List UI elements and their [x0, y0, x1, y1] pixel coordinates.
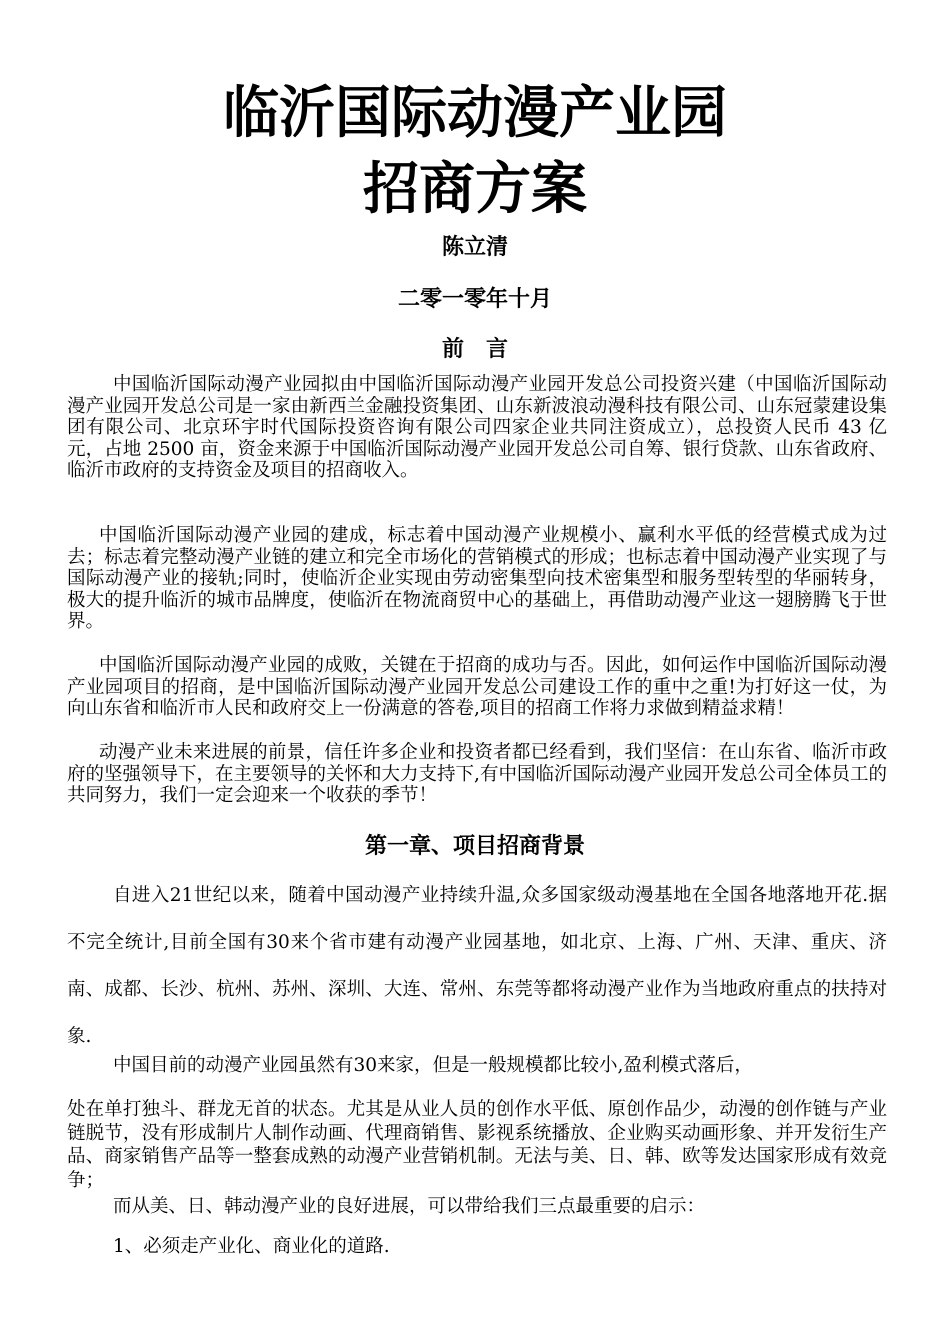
document-title-line2: 招商方案: [363, 157, 587, 222]
preface-paragraph-4: 动漫产业未来进展的前景，信任许多企业和投资者都已经看到，我们坚信：在山东省、临沂市政府的坚强领导下，在主要领导的关怀和大力支持下,有中国临沂国际动漫产业园开发总公司全体员工的共同努力，我们一定会迎来一个收获的季节！: [67, 742, 887, 807]
document-date: 二零一零年十月: [397, 287, 552, 312]
chapter-1-paragraph-2: 处在单打独斗、群龙无首的状态。尤其是从业人员的创作水平低、原创作品少，动漫的创作链与产业链脱节，没有形成制片人制作动画、代理商销售、影视系统播放、企业购买动画形象、并开发衍生产品、商家销售产品等一整套成熟的动漫产业营销机制。无法与美、日、韩、欧等发达国家形成有效竞争；: [67, 1099, 887, 1191]
preface-heading: 前 言: [441, 337, 508, 362]
chapter-1-list-item-1: 1、必须走产业化、商业化的道路.: [113, 1236, 390, 1257]
chapter-1-paragraph-1: 自进入21世纪以来，随着中国动漫产业持续升温,众多国家级动漫基地在全国各地落地开花.据不完全统计,目前全国有30来个省市建有动漫产业园基地，如北京、上海、广州、天津、重庆、济南、成都、长沙、杭州、苏州、深圳、大连、常州、东莞等都将动漫产业作为当地政府重点的扶持对象.: [67, 885, 887, 1047]
chapter-1-paragraph-2-line-1: 中国目前的动漫产业园虽然有30来家，但是一般规模都比较小,盈利模式落后，: [113, 1055, 753, 1076]
author-name: 陈立清: [441, 235, 508, 260]
document-title-line1: 临沂国际动漫产业园: [223, 81, 727, 146]
chapter-1-heading: 第一章、项目招商背景: [364, 834, 585, 859]
chapter-1-paragraph-3: 而从美、日、韩动漫产业的良好进展，可以带给我们三点最重要的启示：: [113, 1196, 706, 1217]
preface-paragraph-3: 中国临沂国际动漫产业园的成败，关键在于招商的成功与否。因此，如何运作中国临沂国际动漫产业园项目的招商，是中国临沂国际动漫产业园开发总公司建设工作的重中之重!为打好这一仗，为向山东省和临沂市人民和政府交上一份满意的答卷,项目的招商工作将力求做到精益求精！: [67, 655, 887, 720]
preface-paragraph-2: 中国临沂国际动漫产业园的建成，标志着中国动漫产业规模小、赢利水平低的经营模式成为过去；标志着完整动漫产业链的建立和完全市场化的营销模式的形成；也标志着中国动漫产业实现了与国际动漫产业的接轨;同时，使临沂企业实现由劳动密集型向技术密集型和服务型转型的华丽转身，极大的提升临沂的城市品牌度，使临沂在物流商贸中心的基础上，再借助动漫产业这一翅膀腾飞于世界。: [67, 525, 887, 633]
preface-paragraph-1: 中国临沂国际动漫产业园拟由中国临沂国际动漫产业园开发总公司投资兴建（中国临沂国际动漫产业园开发总公司是一家由新西兰金融投资集团、山东新波浪动漫科技有限公司、山东冠蒙建设集团有限公司、北京环宇时代国际投资咨询有限公司四家企业共同注资成立），总投资人民币 43 亿元，占地 2500 亩，资金来源于中国临沂国际动漫产业园开发总公司自筹、银行贷款、山东省政府、临沂市政府的支持资金及项目的招商收入。: [67, 374, 887, 482]
